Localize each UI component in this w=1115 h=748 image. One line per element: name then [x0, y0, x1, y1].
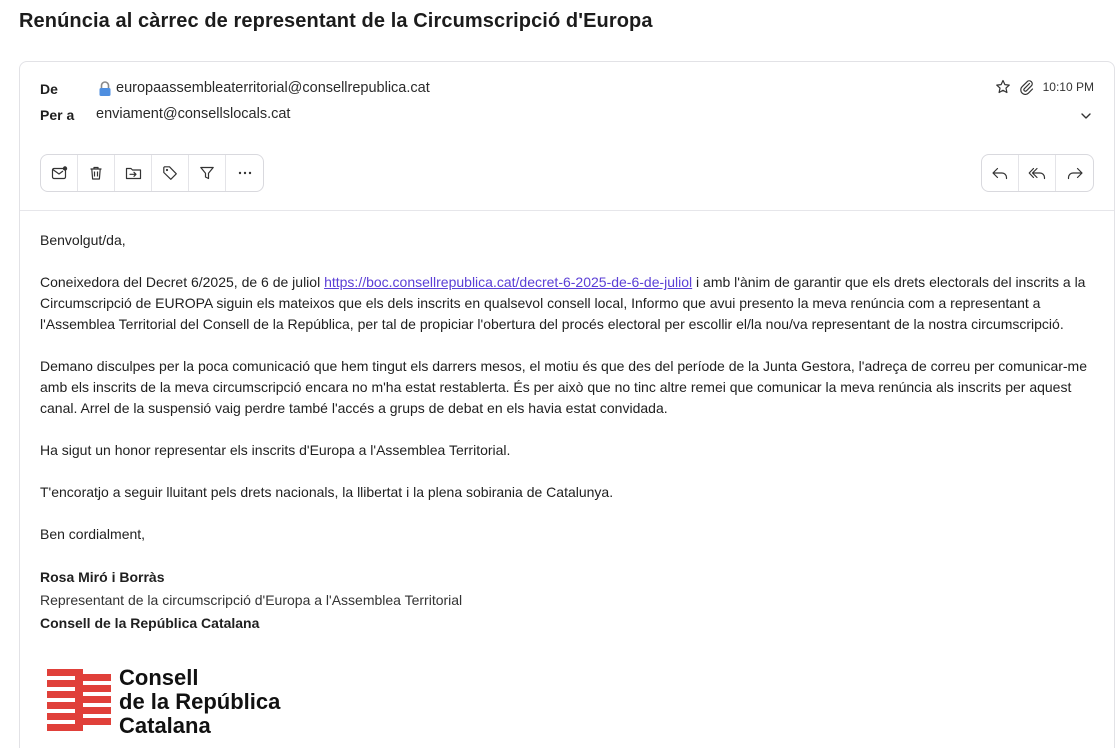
mark-unread-button[interactable]: [41, 155, 78, 191]
logo-line-3: Catalana: [119, 713, 211, 738]
paperclip-icon[interactable]: [1019, 79, 1035, 95]
chevron-down-icon[interactable]: [1079, 109, 1093, 128]
signature-org: Consell de la República Catalana: [40, 615, 260, 631]
delete-button[interactable]: [78, 155, 115, 191]
reply-icon: [991, 165, 1009, 181]
email-body: [40, 230, 1100, 634]
paragraph-4: T'encoratjo a seguir lluitant pels drets nacionals, la llibertat i la plena sobirania de Catalunya.: [40, 484, 614, 500]
to-address[interactable]: enviament@consellslocals.cat: [96, 106, 291, 122]
more-icon: [237, 165, 253, 181]
lock-icon: [98, 81, 112, 97]
paragraph-2: Demano disculpes per la poca comunicació que hem tingut els darrers mesos, el motiu és que des del període de la Junta Gestora, l'adreça de correu per comunicar-me amb els inscrits de la meva circumscripció encara no m'ha estat restablerta. És per això que no tinc altre remei que comunicar la meva renúncia als inscrits per aquest canal. Arrel de la suspensió vaig perdre també l'accés a grups de debat en els havia estat convidada.: [40, 358, 1087, 416]
signature-name: Rosa Miró i Borràs: [40, 569, 165, 585]
paragraph-1-lead: Coneixedora del Decret 6/2025, de 6 de juliol: [40, 274, 325, 290]
tag-button[interactable]: [152, 155, 189, 191]
received-time: 10:10 PM: [1042, 80, 1094, 94]
reply-all-icon: [1028, 165, 1046, 181]
email-subject: Renúncia al càrrec de representant de la Circumscripció d'Europa: [19, 10, 653, 32]
tag-icon: [162, 165, 178, 181]
filter-icon: [199, 165, 215, 181]
move-button[interactable]: [115, 155, 152, 191]
organization-logo: [47, 665, 281, 738]
to-label: Per a: [40, 107, 75, 123]
signature-role: Representant de la circumscripció d'Europa a l'Assemblea Territorial: [40, 592, 463, 608]
reply-all-button[interactable]: [1019, 155, 1056, 191]
reply-button[interactable]: [982, 155, 1019, 191]
email-card: [19, 61, 1115, 748]
greeting: Benvolgut/da,: [40, 232, 126, 248]
closing: Ben cordialment,: [40, 526, 146, 542]
header-divider: [20, 210, 1114, 211]
reply-toolbar: [981, 154, 1094, 192]
from-label: De: [40, 81, 58, 97]
paragraph-1-rest: i amb l'ànim de garantir que els drets electorals del inscrits a la Circumscripció de EUROPA siguin els mateixos que els dels inscrits en qualsevol consell local, Informo que avui presento la meva renúncia com a representant a l'Assemblea Territorial del Consell de la República, per tal de propiciar l'obertura del procés electoral per escollir el/la nou/va representant de la nostra circumscripció.: [40, 274, 1086, 332]
message-actions-toolbar: [40, 154, 264, 192]
folder-move-icon: [125, 165, 142, 181]
logo-line-1: Consell: [119, 665, 199, 690]
mail-unread-icon: [51, 165, 68, 182]
logo-stripes-mark: [47, 669, 111, 733]
filter-button[interactable]: [189, 155, 226, 191]
decree-link[interactable]: https://boc.consellrepublica.cat/decret-6-2025-de-6-de-juliol: [324, 274, 693, 290]
logo-wordmark: [119, 666, 280, 738]
message-meta: [995, 79, 1094, 95]
trash-icon: [88, 165, 104, 181]
paragraph-3: Ha sigut un honor representar els inscrits d'Europa a l'Assemblea Territorial.: [40, 442, 511, 458]
from-address[interactable]: europaassembleaterritorial@consellrepublica.cat: [116, 80, 430, 96]
forward-button[interactable]: [1056, 155, 1093, 191]
star-icon[interactable]: [995, 79, 1011, 95]
forward-icon: [1066, 165, 1084, 181]
logo-line-2: de la República: [119, 689, 281, 714]
more-button[interactable]: [226, 155, 263, 191]
paragraph-1: [40, 272, 1100, 335]
